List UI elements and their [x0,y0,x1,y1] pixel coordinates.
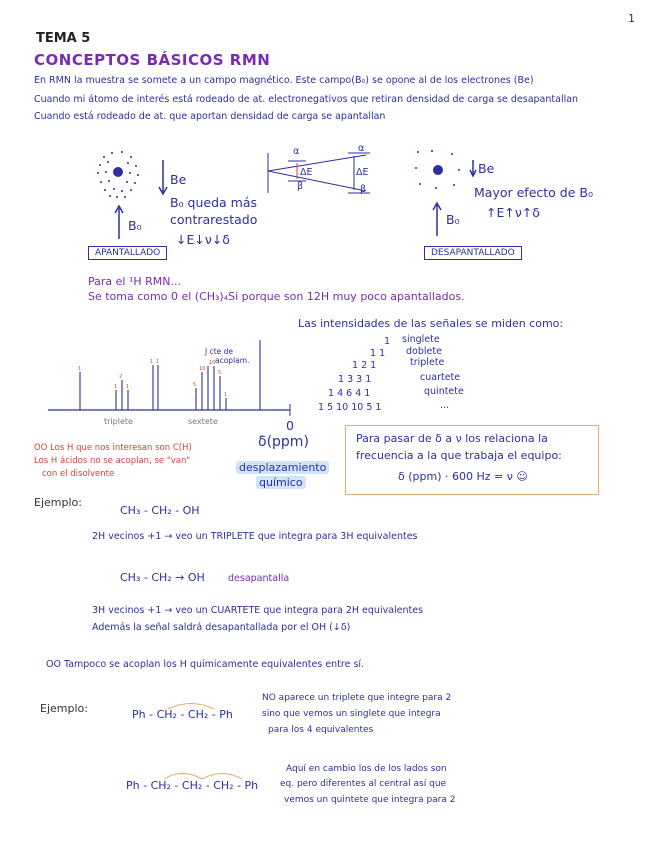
frequency-note-1: Para pasar de δ a ν los relaciona la [356,432,548,445]
intro-line-2: Cuando mi átomo de interés está rodeado de at. electronegativos que retiran densidad de carga se desapantallan [34,94,579,105]
b0-label-left: B₀ [128,218,142,233]
alpha-label-1: α [293,146,300,157]
peak-number: 1 [114,384,118,390]
b0-arrow-up-right-icon [430,202,444,238]
pascal-name-2: doblete [406,346,442,357]
page-title: CONCEPTOS BÁSICOS RMN [34,51,271,69]
apantallado-box: APANTALLADO [88,246,167,260]
desapantallado-desc: Mayor efecto de B₀ [474,185,593,200]
ejemplo-2-note-2-a: Aquí en cambio los de los lados son [286,764,447,774]
ejemplo-2-note-1-c: para los 4 equivalentes [268,725,374,735]
tema-label: TEMA 5 [36,31,91,46]
pascal-numbers-1: 1 [384,336,391,347]
peak-number: 10 [209,360,216,366]
ejemplo-1-line-3: Además la señal saldrá desapantallada por el OH (↓δ) [92,622,351,633]
intro-line-3: Cuando está rodeado de at. que aportan densidad de carga se apantallan [34,111,386,122]
peak-number: 1 [126,384,130,390]
ppm-label: δ(ppm) [258,434,309,450]
ejemplo-2-note-1-a: NO aparece un triplete que integre para 2 [262,693,452,703]
be-arrow-down-small-icon [468,158,478,178]
be-arrow-down-icon [156,158,170,198]
peak-number: 2 [119,374,123,380]
triplet-label: triplete [104,417,133,426]
ejemplo-2-note-1-b: sino que vemos un singlete que integra [262,709,441,719]
hrmn-line-1: Para el ¹H RMN... [88,275,181,288]
intensities-title: Las intensidades de las señales se miden como: [298,317,564,330]
peak-number: 5 [193,382,197,388]
apantallado-desc-1: B₀ queda más [170,195,258,210]
electron-cloud-sparse [412,148,466,196]
peak-number: 1 [194,398,198,404]
j-label-2: acoplam. [215,356,250,365]
ejemplo-2-note-2-b: eq. pero diferentes al central así que [280,779,447,789]
ejemplo-2-molecule-1: Ph - CH₂ - CH₂ - Ph [132,708,233,721]
ejemplo-1-molecule: CH₃ - CH₂ - OH [120,504,200,517]
ejemplo-2-label: Ejemplo: [40,702,88,715]
desapantallado-arrows: ↑E↑ν↑δ [486,205,540,220]
peak-number: 5 [218,370,222,376]
desapantalla-label: desapantalla [228,573,290,584]
j-label: J cte de [205,347,234,356]
be-label-left: Be [170,172,187,187]
intro-line-1: En RMN la muestra se somete a un campo magnético. Este campo(B₀) se opone al de los electrones (Be) [34,75,534,86]
b0-label-right: B₀ [446,212,460,227]
oh-note-2: Los H ácidos no se acoplan, se "van" [34,456,191,466]
oh-note-1: OO Los H que nos interesan son C(H) [34,443,192,453]
ejemplo-2-molecule-2: Ph - CH₂ - CH₂ - CH₂ - Ph [126,779,259,792]
ejemplo-1-molecule-2: CH₃ - CH₂ → OH [120,571,205,584]
peak-number: 1 [78,366,82,372]
pascal-numbers-5: 1 4 6 4 1 [328,388,371,399]
desplazamiento-label: desplazamiento [236,461,329,474]
delta-e-label-1: ΔE [300,167,313,178]
page-number: 1 [628,12,635,25]
beta-label-1: β [297,181,304,192]
desapantallado-box: DESAPANTALLADO [424,246,522,260]
pascal-name-5: quintete [424,386,464,397]
apantallado-arrows: ↓E↓ν↓δ [176,232,230,247]
peak-number: 1 [224,392,228,398]
pascal-name-3: triplete [410,357,445,368]
peak-number: 10 [199,366,206,372]
hrmn-line-2: Se toma como 0 el (CH₃)₄Si porque son 12H muy poco apantallados. [88,290,465,303]
be-label-right: Be [478,161,495,176]
zero-label: 0 [286,418,294,433]
pascal-name-1: singlete [402,334,440,345]
ejemplo-1-line-2: 3H vecinos +1 → veo un CUARTETE que integra para 2H equivalentes [92,605,424,616]
pascal-name-4: cuartete [420,372,461,383]
nmr-spectrum-plot [46,310,296,430]
peak-number: 1 [156,359,160,365]
beta-label-2: β [360,184,367,195]
alpha-label-2: α [358,143,365,154]
pascal-numbers-6: 1 5 10 10 5 1 [318,402,382,413]
b0-arrow-up-icon [112,205,126,241]
delta-e-label-2: ΔE [356,167,369,178]
pascal-name-6: ... [440,400,450,411]
peak-number: 1 [150,359,154,365]
sextet-label: sextete [188,417,218,426]
coupling-arc-1 [164,700,218,710]
coupling-arc-2 [160,768,248,780]
frequency-note-formula: δ (ppm) · 600 Hz = ν ☺ [398,470,528,483]
ejemplo-1-label: Ejemplo: [34,496,82,509]
quimico-label: químico [256,476,306,489]
pascal-numbers-3: 1 2 1 [352,360,377,371]
tampoco-note: OO Tampoco se acoplan los H químicamente equivalentes entre sí. [46,659,365,670]
apantallado-desc-2: contrarestado [170,212,258,227]
ejemplo-1-line-1: 2H vecinos +1 → veo un TRIPLETE que integra para 3H equivalentes [92,531,418,542]
frequency-note-2: frecuencia a la que trabaja el equipo: [356,449,562,462]
oh-note-3: con el disolvente [42,469,115,479]
pascal-numbers-2: 1 1 [370,348,386,359]
pascal-numbers-4: 1 3 3 1 [338,374,372,385]
ejemplo-2-note-2-c: vemos un quintete que integra para 2 [284,795,456,805]
